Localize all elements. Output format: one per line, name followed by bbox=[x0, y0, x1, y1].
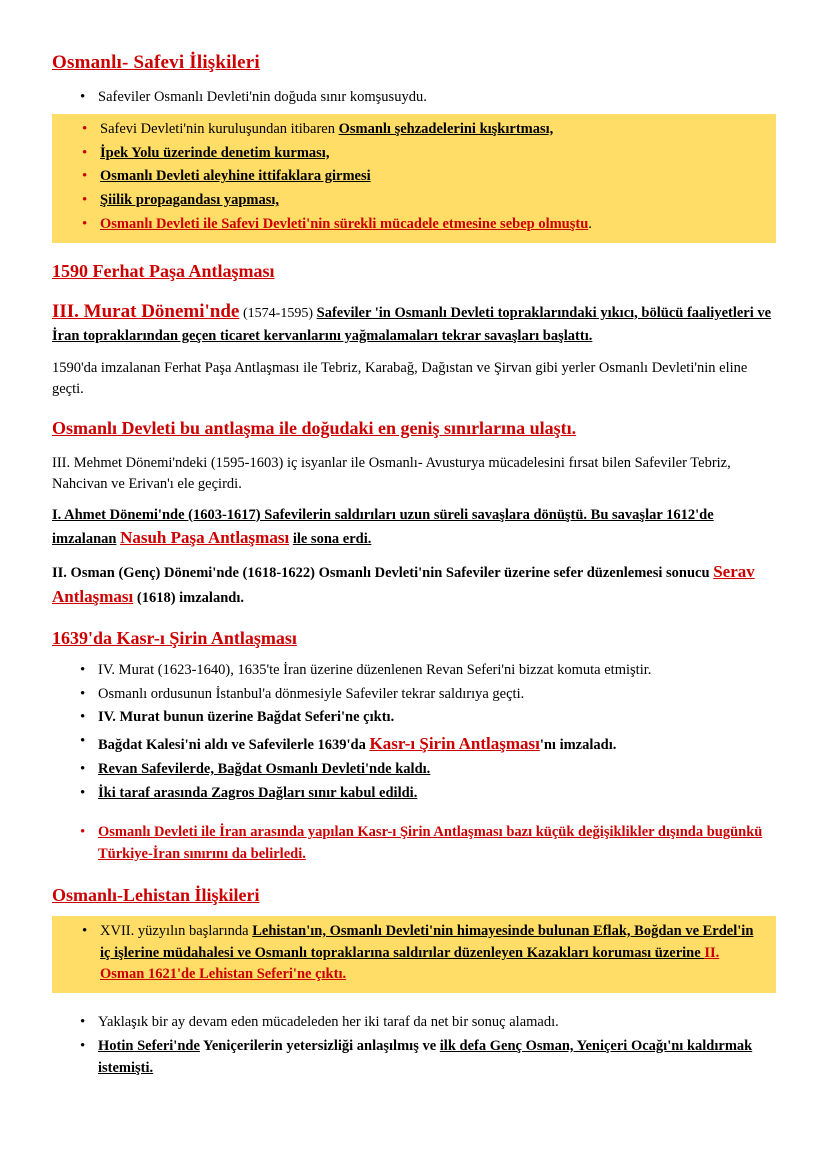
list-item bbox=[98, 659, 776, 683]
list-item bbox=[98, 706, 776, 730]
paragraph-murat-donemi bbox=[52, 298, 776, 348]
bullet-list-safevi-causes bbox=[54, 118, 766, 237]
list-item-text: IV. Murat (1623-1640), 1635'te İran üzerine düzenlenen Revan Seferi'ni bizzat komuta etmiştir. bbox=[98, 661, 652, 678]
list-item bbox=[100, 189, 766, 213]
list-item bbox=[98, 821, 776, 867]
list-item-text-bold: Osmanlı şehzadelerini kışkırtması, bbox=[338, 120, 554, 137]
i-ahmet-text-b: ile sona erdi. bbox=[292, 530, 372, 547]
murat-donemi-years: (1574-1595) bbox=[243, 305, 313, 321]
highlight-band-lehistan bbox=[52, 916, 776, 993]
list-item bbox=[98, 86, 776, 110]
list-item-text: IV. Murat bunun üzerine Bağdat Seferi'ne çıktı. bbox=[98, 709, 395, 726]
page-title: Osmanlı- Safevi İlişkileri bbox=[52, 52, 260, 73]
list-item-text-b: 'nı imzaladı. bbox=[539, 737, 617, 753]
list-item bbox=[98, 758, 776, 782]
list-item-text-red: II. Osman 1621'de Lehistan Seferi'ne çıktı. bbox=[100, 944, 720, 983]
bullet-list-hotin bbox=[52, 1011, 776, 1080]
list-item-text-a: Hotin Seferi'nde bbox=[98, 1037, 200, 1054]
list-item-text-b: Yeniçerilerin yetersizliği anlaşılmış ve bbox=[199, 1037, 440, 1054]
list-item-text: Osmanlı Devleti ile İran arasında yapılan Kasr-ı Şirin Antlaşması bazı küçük değişiklikler dışında bugünkü Türkiye-İran sınırını da belirledi. bbox=[98, 824, 763, 862]
list-item-text: Osmanlı ordusunun İstanbul'a dönmesiyle Safeviler tekrar saldırıya geçti. bbox=[98, 685, 525, 702]
bullet-list-safevi-intro bbox=[52, 86, 776, 110]
list-item bbox=[100, 165, 766, 189]
section-heading-lehistan: Osmanlı-Lehistan İlişkileri bbox=[52, 884, 260, 905]
bullet-list-kasri-sirin bbox=[52, 659, 776, 806]
list-item bbox=[98, 683, 776, 707]
list-item-text-period: . bbox=[588, 215, 592, 232]
list-item-text-bold: Lehistan'ın, Osmanlı Devleti'nin himayesinde bulunan Eflak, Boğdan ve Erdel'in iç işlerine müdahalesi ve Osmanlı topraklarına saldırılar düzenleyen Kazakları koruması üzerine bbox=[100, 922, 754, 961]
section-heading-kasri-sirin: 1639'da Kasr-ı Şirin Antlaşması bbox=[52, 627, 297, 648]
list-item-text: Şiilik propagandası yapması, bbox=[100, 192, 280, 208]
nasuh-pasa-antlasmasi: Nasuh Paşa Antlaşması bbox=[120, 527, 290, 547]
list-item bbox=[100, 213, 766, 237]
list-item-text-c: ilk defa bbox=[439, 1037, 487, 1054]
ii-osman-text-b: (1618) imzalandı. bbox=[136, 590, 244, 607]
list-item bbox=[98, 730, 776, 758]
list-item-text-plain: XVII. yüzyılın başlarında bbox=[100, 922, 253, 939]
ii-osman-text-a: II. Osman (Genç) Dönemi'nde (1618-1622) Osmanlı Devleti'nin Safeviler üzerine sefer düzenlemesi sonucu bbox=[52, 565, 710, 582]
murat-donemi-tail: Safeviler 'in Osmanlı Devleti topraklarındaki yıkıcı, bölücü faaliyetleri ve İran topraklarından geçen ticaret kervanlarını yağmalamaları tekrar savaşları başlattı. bbox=[52, 304, 772, 344]
list-item bbox=[98, 1035, 776, 1081]
list-item bbox=[100, 118, 766, 142]
list-item bbox=[100, 142, 766, 166]
list-item bbox=[100, 920, 766, 987]
list-item-text-plain: Safevi Devleti'nin kuruluşundan itibaren bbox=[100, 120, 339, 137]
paragraph-i-ahmet bbox=[52, 505, 776, 551]
highlight-band-safevi bbox=[52, 114, 776, 243]
list-item-text: Yaklaşık bir ay devam eden mücadeleden her iki taraf da net bir sonuç alamadı. bbox=[98, 1014, 559, 1030]
list-item-text: İpek Yolu üzerinde denetim kurması, bbox=[100, 144, 330, 161]
list-item bbox=[98, 782, 776, 806]
statement-widest-borders: Osmanlı Devleti bu antlaşma ile doğudaki en geniş sınırlarına ulaştı. bbox=[52, 417, 577, 438]
list-item-text: Revan Safevilerde, Bağdat Osmanlı Devleti'nde kaldı. bbox=[98, 760, 431, 777]
list-item-text: Osmanlı Devleti aleyhine ittifaklara girmesi bbox=[100, 168, 371, 185]
list-item-text: İki taraf arasında Zagros Dağları sınır kabul edildi. bbox=[98, 784, 418, 801]
murat-donemi-lead: III. Murat Dönemi'nde bbox=[52, 300, 240, 322]
bullet-list-lehistan bbox=[54, 920, 766, 987]
list-item-text-d: Genç Osman, Yeniçeri Ocağı'nı kaldırmak istemişti. bbox=[98, 1037, 753, 1076]
i-ahmet-text-a: I. Ahmet Dönemi'nde (1603-1617) Safevilerin saldırıları uzun süreli savaşlara dönüştü. Bu savaşlar 1612'de imzalanan bbox=[52, 506, 714, 547]
list-item-text: Osmanlı Devleti ile Safevi Devleti'nin sürekli mücadele etmesine sebep olmuştu bbox=[100, 215, 589, 232]
paragraph-iii-mehmet: III. Mehmet Dönemi'ndeki (1595-1603) iç isyanlar ile Osmanlı- Avusturya mücadelesini fırsat bilen Safeviler Tebriz, Nahcivan ve Erivan'ı ele geçirdi. bbox=[52, 454, 731, 492]
kasri-sirin-antlasmasi: Kasr-ı Şirin Antlaşması bbox=[369, 734, 540, 753]
section-heading-ferhat-pasa: 1590 Ferhat Paşa Antlaşması bbox=[52, 260, 275, 281]
list-item-text-a: Bağdat Kalesi'ni aldı ve Safevilerle 1639'da bbox=[98, 737, 366, 753]
list-item-text: Safeviler Osmanlı Devleti'nin doğuda sınır komşusuydu. bbox=[98, 89, 427, 105]
list-item bbox=[98, 1011, 776, 1035]
serav-antlasmasi: Serav Antlaşması bbox=[52, 562, 755, 607]
paragraph-ii-osman-serav bbox=[52, 560, 776, 609]
paragraph-1590-ferhat: 1590'da imzalanan Ferhat Paşa Antlaşması ile Tebriz, Karabağ, Dağıstan ve Şirvan gibi yerler Osmanlı Devleti'nin eline geçti. bbox=[52, 359, 748, 397]
bullet-list-kasri-sirin-note bbox=[52, 821, 776, 867]
